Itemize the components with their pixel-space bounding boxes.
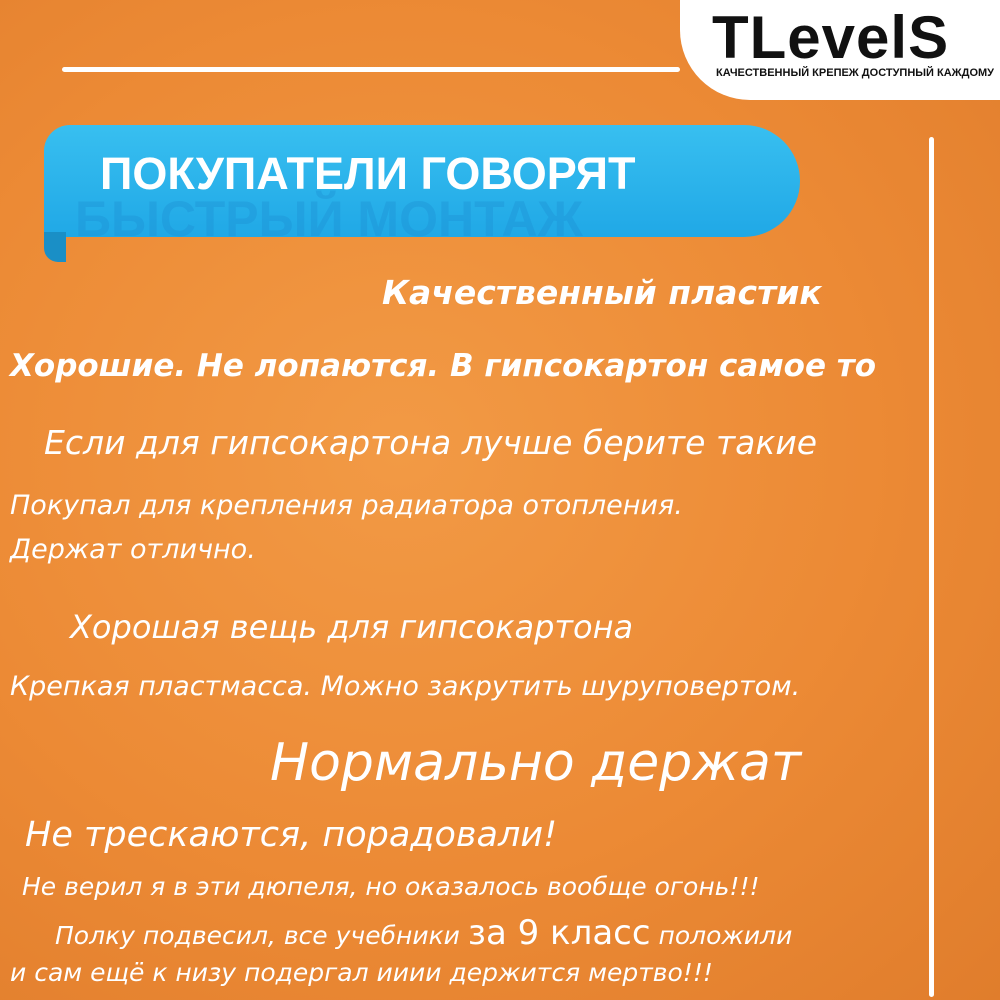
review-fire-line2 xyxy=(55,913,792,953)
review-good-drywall: Хорошие. Не лопаются. В гипсокартон самое то xyxy=(10,348,877,384)
review-fire-line2-start: Полку подвесил, все учебники xyxy=(55,921,468,950)
page-title: ПОКУПАТЕЛИ ГОВОРЯТ xyxy=(100,148,636,199)
review-radiator-line2: Держат отлично. xyxy=(10,534,256,565)
review-quality-plastic: Качественный пластик xyxy=(382,273,822,312)
banner-ghost-text: БЫСТРЫЙ МОНТАЖ xyxy=(75,191,583,247)
right-divider-line xyxy=(929,137,934,997)
review-fire-line2-end: положили xyxy=(650,921,793,950)
review-radiator-line1: Покупал для крепления радиатора отопления. xyxy=(10,490,683,521)
review-fire-line3: и сам ещё к низу подергал ииии держится мертво!!! xyxy=(10,958,713,987)
top-divider-line xyxy=(62,67,680,72)
review-no-cracks: Не трескаются, порадовали! xyxy=(25,815,558,855)
banner-ribbon-tail xyxy=(44,232,66,262)
brand-tagline: КАЧЕСТВЕННЫЙ КРЕПЕЖ ДОСТУПНЫЙ КАЖДОМУ xyxy=(716,67,995,79)
review-hold-normally: Нормально держат xyxy=(270,733,802,793)
review-fire-line2-grade: за 9 класс xyxy=(467,913,651,953)
review-strong-plastic: Крепкая пластмасса. Можно закрутить шуруповертом. xyxy=(10,671,801,702)
review-fire-line1: Не верил я в эти дюпеля, но оказалось вообще огонь!!! xyxy=(22,872,760,901)
review-take-these: Если для гипсокартона лучше берите такие xyxy=(44,423,818,462)
brand-logo: TLevelS xyxy=(712,4,950,71)
review-good-thing: Хорошая вещь для гипсокартона xyxy=(70,608,634,646)
